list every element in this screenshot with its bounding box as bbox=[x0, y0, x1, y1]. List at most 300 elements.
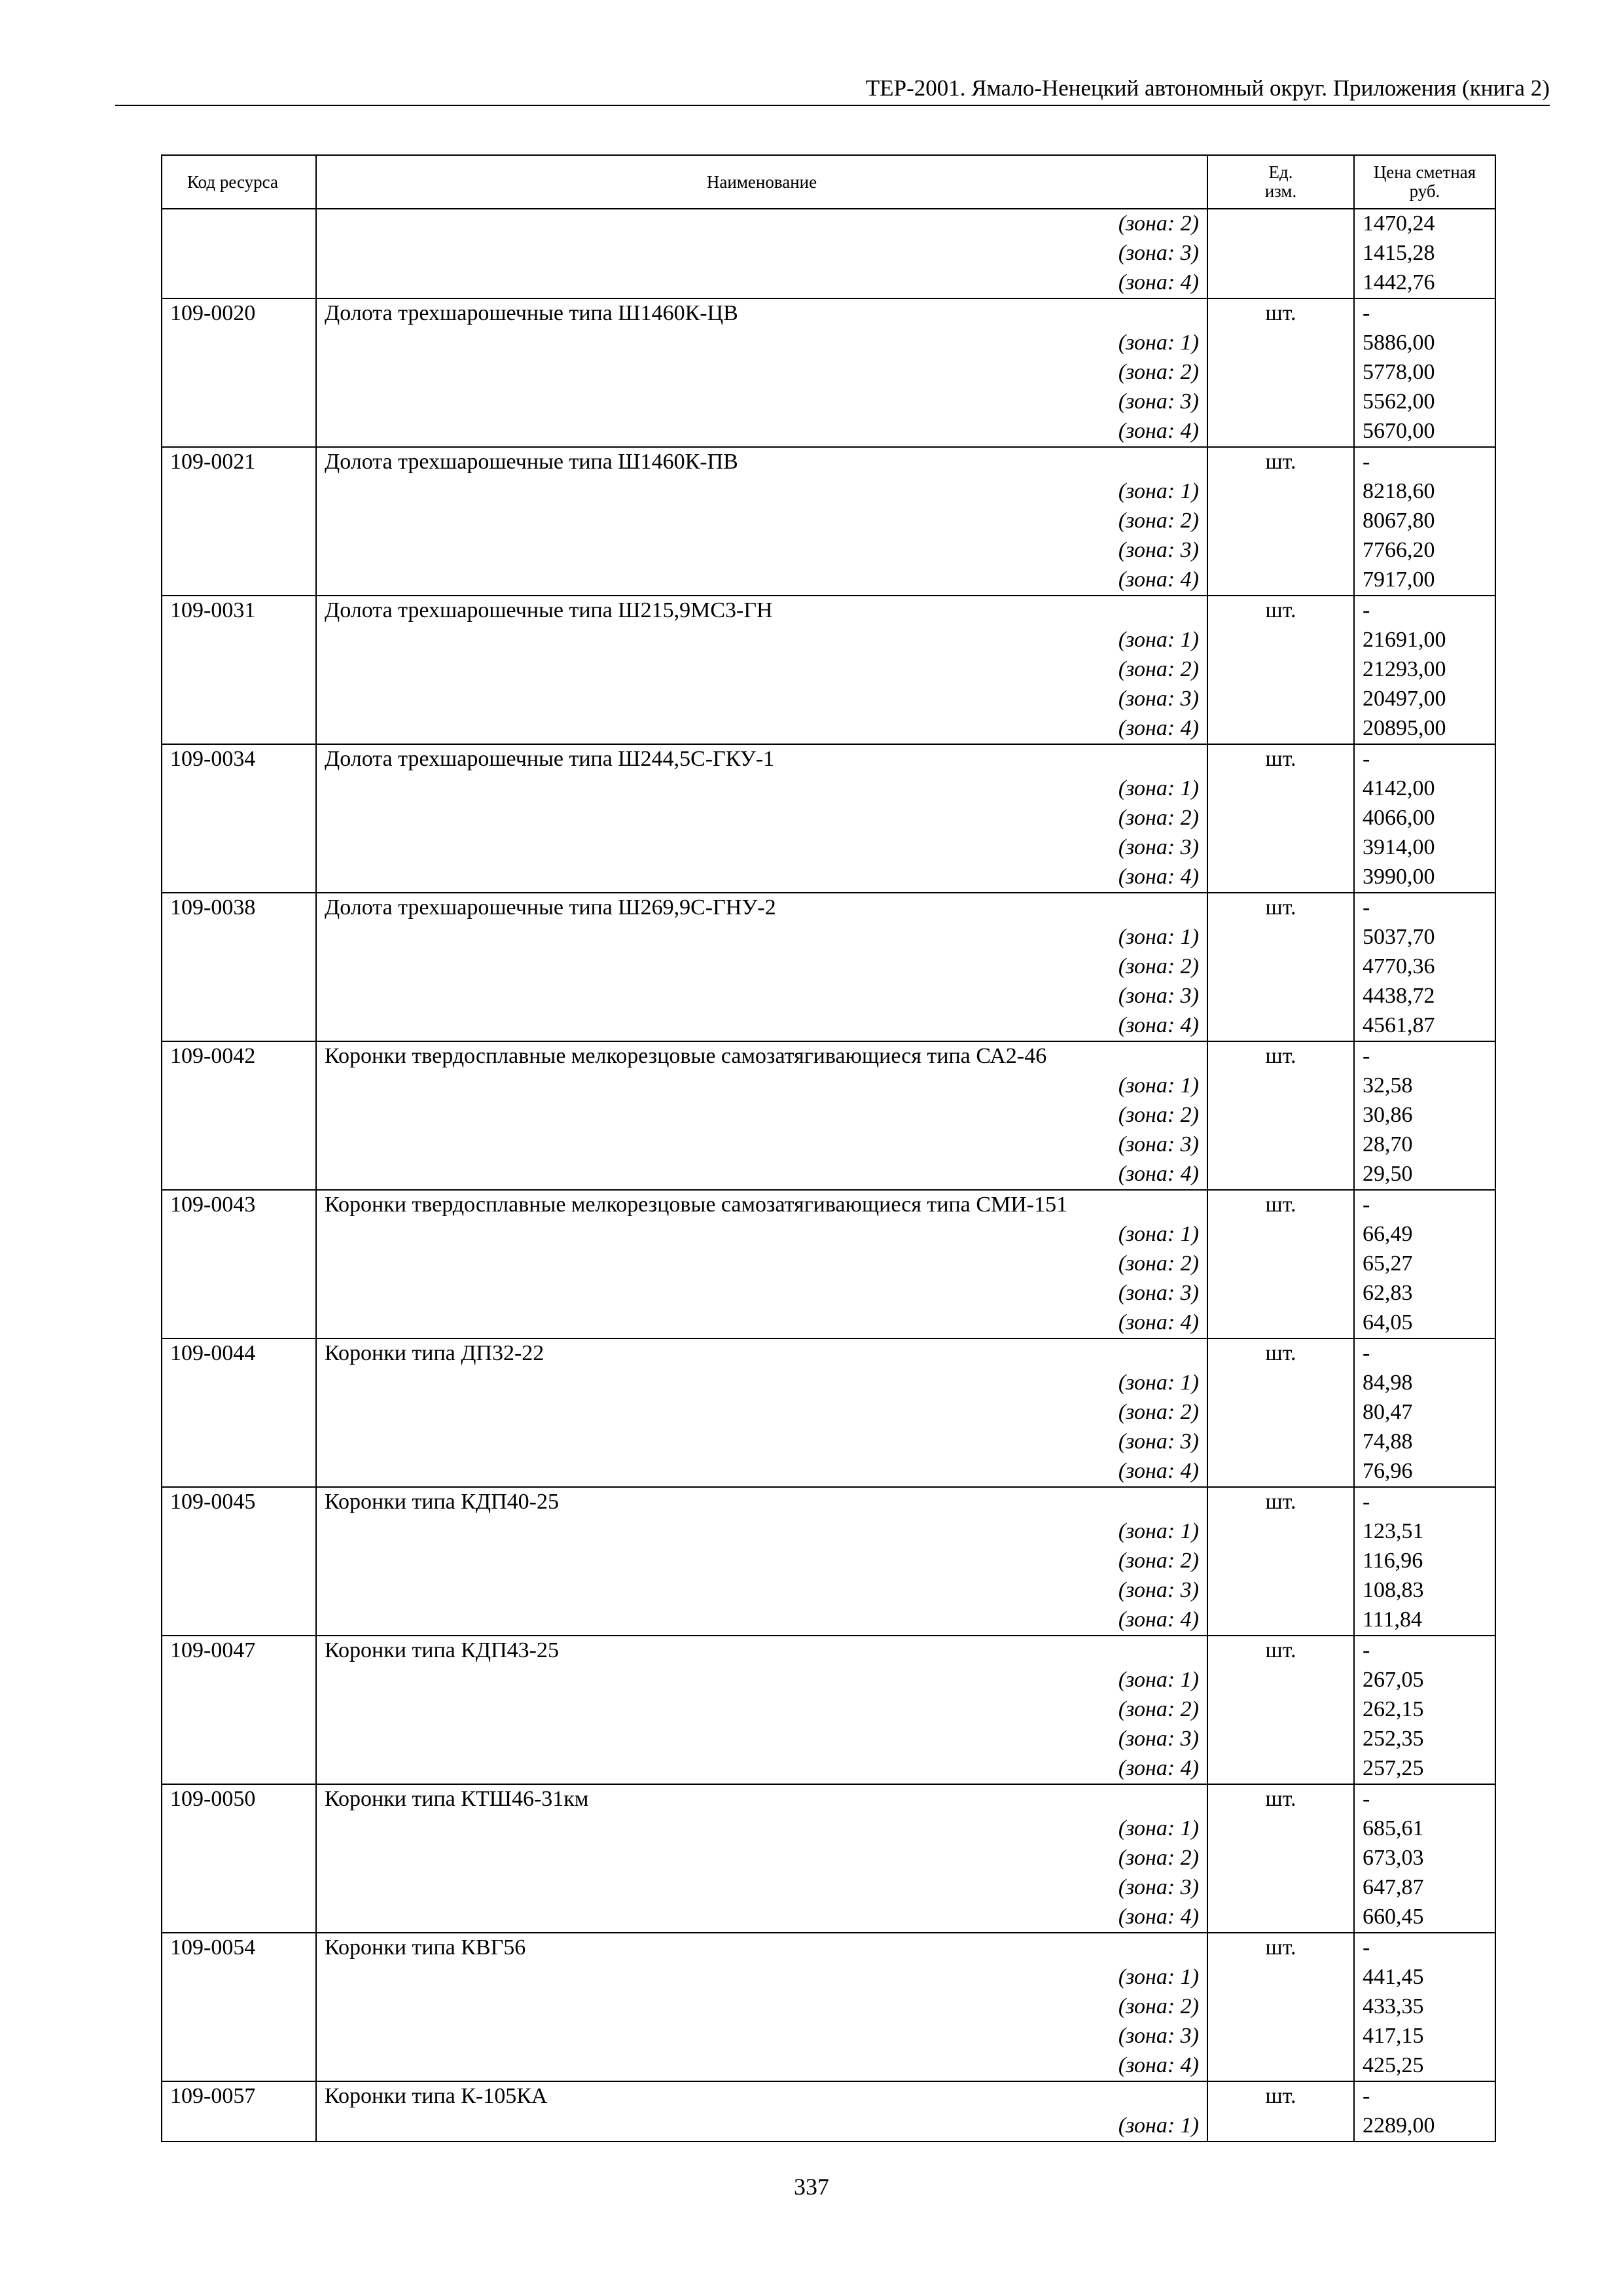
zone-label: (зона: 4) bbox=[316, 1605, 1207, 1636]
unit-of-measure: шт. bbox=[1207, 1933, 1354, 1963]
table-row-zone bbox=[162, 1547, 1495, 1576]
unit-cell bbox=[1207, 536, 1354, 565]
resource-code-cell bbox=[162, 507, 316, 536]
unit-cell bbox=[1207, 358, 1354, 387]
zone-price: 21293,00 bbox=[1354, 655, 1495, 685]
resource-code-cell bbox=[162, 2051, 316, 2081]
resource-name: Долота трехшарошечные типа Ш244,5С-ГКУ-1 bbox=[316, 744, 1207, 774]
table-row-zone bbox=[162, 1279, 1495, 1308]
base-price: - bbox=[1354, 1338, 1495, 1369]
resource-name: Долота трехшарошечные типа Ш1460К-ПВ bbox=[316, 447, 1207, 477]
table-row-zone bbox=[162, 685, 1495, 714]
table-row-zone bbox=[162, 863, 1495, 893]
zone-label: (зона: 4) bbox=[316, 417, 1207, 447]
zone-price: 123,51 bbox=[1354, 1517, 1495, 1547]
table-row-item bbox=[162, 596, 1495, 626]
table-row-zone bbox=[162, 714, 1495, 744]
table-row-zone bbox=[162, 774, 1495, 804]
zone-price: 4561,87 bbox=[1354, 1011, 1495, 1041]
table-row-zone bbox=[162, 1844, 1495, 1873]
zone-label: (зона: 2) bbox=[316, 804, 1207, 833]
table-row-item bbox=[162, 1041, 1495, 1071]
zone-label: (зона: 4) bbox=[316, 268, 1207, 298]
table-row-zone bbox=[162, 329, 1495, 358]
zone-label: (зона: 4) bbox=[316, 714, 1207, 744]
unit-of-measure: шт. bbox=[1207, 1636, 1354, 1666]
resource-code-cell bbox=[162, 1963, 316, 1992]
table-row-zone bbox=[162, 209, 1495, 239]
unit-cell bbox=[1207, 2051, 1354, 2081]
unit-cell bbox=[1207, 685, 1354, 714]
unit-cell bbox=[1207, 1427, 1354, 1457]
resource-code: 109-0021 bbox=[162, 447, 316, 477]
resource-code-cell bbox=[162, 1160, 316, 1190]
unit-cell bbox=[1207, 1605, 1354, 1636]
unit-cell bbox=[1207, 1903, 1354, 1933]
unit-cell bbox=[1207, 477, 1354, 507]
resource-name: Коронки твердосплавные мелкорезцовые самозатягивающиеся типа СМИ-151 bbox=[316, 1190, 1207, 1220]
zone-price: 8218,60 bbox=[1354, 477, 1495, 507]
resource-name: Коронки типа КТШ46-31км bbox=[316, 1784, 1207, 1814]
zone-price: 425,25 bbox=[1354, 2051, 1495, 2081]
unit-cell bbox=[1207, 1398, 1354, 1427]
zone-price: 2289,00 bbox=[1354, 2111, 1495, 2142]
resource-code-cell bbox=[162, 1547, 316, 1576]
resource-name: Коронки типа К-105КА bbox=[316, 2081, 1207, 2111]
unit-cell bbox=[1207, 1547, 1354, 1576]
base-price: - bbox=[1354, 447, 1495, 477]
resource-code-cell bbox=[162, 1666, 316, 1695]
resource-code-cell bbox=[162, 1903, 316, 1933]
base-price: - bbox=[1354, 1041, 1495, 1071]
resource-code-cell bbox=[162, 209, 316, 239]
zone-label: (зона: 4) bbox=[316, 565, 1207, 596]
zone-label: (зона: 4) bbox=[316, 1160, 1207, 1190]
zone-label: (зона: 4) bbox=[316, 1308, 1207, 1338]
resource-code: 109-0020 bbox=[162, 298, 316, 329]
resource-code-cell bbox=[162, 1517, 316, 1547]
resource-code-cell bbox=[162, 1398, 316, 1427]
zone-label: (зона: 1) bbox=[316, 774, 1207, 804]
zone-label: (зона: 3) bbox=[316, 833, 1207, 863]
zone-label: (зона: 4) bbox=[316, 863, 1207, 893]
resource-code-cell bbox=[162, 1101, 316, 1130]
zone-price: 21691,00 bbox=[1354, 626, 1495, 655]
resource-code-cell bbox=[162, 982, 316, 1011]
table-row-zone bbox=[162, 507, 1495, 536]
resource-code-cell bbox=[162, 1249, 316, 1279]
zone-label: (зона: 1) bbox=[316, 1517, 1207, 1547]
table-row-zone bbox=[162, 387, 1495, 417]
zone-label: (зона: 2) bbox=[316, 358, 1207, 387]
zone-price: 20895,00 bbox=[1354, 714, 1495, 744]
column-header-unit bbox=[1207, 155, 1354, 209]
unit-of-measure: шт. bbox=[1207, 1784, 1354, 1814]
unit-cell bbox=[1207, 1249, 1354, 1279]
zone-label: (зона: 1) bbox=[316, 1963, 1207, 1992]
unit-cell bbox=[1207, 565, 1354, 596]
resource-code: 109-0054 bbox=[162, 1933, 316, 1963]
unit-cell bbox=[1207, 329, 1354, 358]
table-row-zone bbox=[162, 1427, 1495, 1457]
resource-code-cell bbox=[162, 833, 316, 863]
zone-price: 80,47 bbox=[1354, 1398, 1495, 1427]
table-row-zone bbox=[162, 1071, 1495, 1101]
table-row-zone bbox=[162, 1101, 1495, 1130]
zone-price: 1415,28 bbox=[1354, 239, 1495, 268]
zone-label: (зона: 1) bbox=[316, 1814, 1207, 1844]
zone-label: (зона: 2) bbox=[316, 952, 1207, 982]
resource-code-cell bbox=[162, 804, 316, 833]
zone-label: (зона: 1) bbox=[316, 1071, 1207, 1101]
resource-code-cell bbox=[162, 1576, 316, 1605]
resource-code-cell bbox=[162, 1844, 316, 1873]
table-row-zone bbox=[162, 268, 1495, 298]
unit-cell bbox=[1207, 833, 1354, 863]
resource-name: Коронки твердосплавные мелкорезцовые самозатягивающиеся типа СА2-46 bbox=[316, 1041, 1207, 1071]
resource-code: 109-0043 bbox=[162, 1190, 316, 1220]
base-price: - bbox=[1354, 893, 1495, 923]
zone-price: 29,50 bbox=[1354, 1160, 1495, 1190]
zone-price: 1442,76 bbox=[1354, 268, 1495, 298]
zone-price: 116,96 bbox=[1354, 1547, 1495, 1576]
zone-label: (зона: 3) bbox=[316, 387, 1207, 417]
table-row-item bbox=[162, 1933, 1495, 1963]
table-row-zone bbox=[162, 1369, 1495, 1398]
zone-label: (зона: 4) bbox=[316, 1903, 1207, 1933]
unit-cell bbox=[1207, 1695, 1354, 1725]
table-row-zone bbox=[162, 477, 1495, 507]
resource-code-cell bbox=[162, 1279, 316, 1308]
unit-cell bbox=[1207, 1101, 1354, 1130]
resource-code: 109-0034 bbox=[162, 744, 316, 774]
zone-price: 62,83 bbox=[1354, 1279, 1495, 1308]
zone-price: 66,49 bbox=[1354, 1220, 1495, 1249]
table-row-item bbox=[162, 447, 1495, 477]
zone-price: 647,87 bbox=[1354, 1873, 1495, 1903]
unit-cell bbox=[1207, 507, 1354, 536]
table-row-zone bbox=[162, 2051, 1495, 2081]
resource-code-cell bbox=[162, 923, 316, 952]
table-row-item bbox=[162, 1338, 1495, 1369]
zone-price: 20497,00 bbox=[1354, 685, 1495, 714]
table-row-zone bbox=[162, 1130, 1495, 1160]
unit-cell bbox=[1207, 2111, 1354, 2142]
table-row-zone bbox=[162, 1873, 1495, 1903]
resource-name: Долота трехшарошечные типа Ш1460К-ЦВ bbox=[316, 298, 1207, 329]
column-header-code: Код ресурса bbox=[162, 155, 316, 209]
base-price: - bbox=[1354, 1190, 1495, 1220]
zone-price: 28,70 bbox=[1354, 1130, 1495, 1160]
resource-code-cell bbox=[162, 1308, 316, 1338]
table-row-zone bbox=[162, 923, 1495, 952]
resource-code-cell bbox=[162, 417, 316, 447]
table-row-zone bbox=[162, 1160, 1495, 1190]
zone-price: 8067,80 bbox=[1354, 507, 1495, 536]
zone-price: 3914,00 bbox=[1354, 833, 1495, 863]
zone-label: (зона: 1) bbox=[316, 329, 1207, 358]
unit-cell bbox=[1207, 952, 1354, 982]
resource-code-cell bbox=[162, 2111, 316, 2142]
zone-label: (зона: 3) bbox=[316, 1725, 1207, 1754]
zone-label: (зона: 3) bbox=[316, 685, 1207, 714]
unit-cell bbox=[1207, 1011, 1354, 1041]
zone-label: (зона: 1) bbox=[316, 1220, 1207, 1249]
unit-cell bbox=[1207, 1963, 1354, 1992]
resource-code-cell bbox=[162, 1873, 316, 1903]
base-price: - bbox=[1354, 1784, 1495, 1814]
zone-label: (зона: 3) bbox=[316, 1279, 1207, 1308]
unit-cell bbox=[1207, 774, 1354, 804]
column-header-unit-line1: Ед. bbox=[1268, 162, 1293, 182]
zone-label: (зона: 3) bbox=[316, 982, 1207, 1011]
price-table bbox=[161, 154, 1496, 2142]
zone-price: 7917,00 bbox=[1354, 565, 1495, 596]
zone-price: 30,86 bbox=[1354, 1101, 1495, 1130]
unit-of-measure: шт. bbox=[1207, 893, 1354, 923]
table-row-zone bbox=[162, 2111, 1495, 2142]
resource-code: 109-0047 bbox=[162, 1636, 316, 1666]
table-row-item bbox=[162, 744, 1495, 774]
zone-label: (зона: 3) bbox=[316, 1576, 1207, 1605]
base-price: - bbox=[1354, 1487, 1495, 1517]
table-row-zone bbox=[162, 565, 1495, 596]
zone-price: 5778,00 bbox=[1354, 358, 1495, 387]
zone-price: 84,98 bbox=[1354, 1369, 1495, 1398]
zone-label: (зона: 3) bbox=[316, 239, 1207, 268]
unit-of-measure: шт. bbox=[1207, 1487, 1354, 1517]
zone-label: (зона: 3) bbox=[316, 1873, 1207, 1903]
unit-cell bbox=[1207, 239, 1354, 268]
zone-price: 4770,36 bbox=[1354, 952, 1495, 982]
resource-name: Долота трехшарошечные типа Ш215,9МС3-ГН bbox=[316, 596, 1207, 626]
zone-price: 5562,00 bbox=[1354, 387, 1495, 417]
resource-code-cell bbox=[162, 1071, 316, 1101]
resource-name: Коронки типа ДП32-22 bbox=[316, 1338, 1207, 1369]
resource-code-cell bbox=[162, 626, 316, 655]
unit-of-measure: шт. bbox=[1207, 744, 1354, 774]
unit-cell bbox=[1207, 1725, 1354, 1754]
table-row-zone bbox=[162, 1011, 1495, 1041]
zone-price: 252,35 bbox=[1354, 1725, 1495, 1754]
zone-label: (зона: 2) bbox=[316, 1992, 1207, 2022]
resource-code-cell bbox=[162, 1457, 316, 1487]
unit-cell bbox=[1207, 1666, 1354, 1695]
table-row-zone bbox=[162, 804, 1495, 833]
zone-label: (зона: 2) bbox=[316, 1844, 1207, 1873]
unit-cell bbox=[1207, 804, 1354, 833]
zone-price: 257,25 bbox=[1354, 1754, 1495, 1784]
table-row-zone bbox=[162, 626, 1495, 655]
resource-code: 109-0031 bbox=[162, 596, 316, 626]
zone-label: (зона: 1) bbox=[316, 626, 1207, 655]
zone-label: (зона: 2) bbox=[316, 1695, 1207, 1725]
base-price: - bbox=[1354, 596, 1495, 626]
table-row-zone bbox=[162, 2022, 1495, 2051]
resource-name: Коронки типа КДП43-25 bbox=[316, 1636, 1207, 1666]
resource-code: 109-0045 bbox=[162, 1487, 316, 1517]
resource-code-cell bbox=[162, 239, 316, 268]
unit-cell bbox=[1207, 1071, 1354, 1101]
table-row-item bbox=[162, 1190, 1495, 1220]
table-row-zone bbox=[162, 952, 1495, 982]
zone-label: (зона: 1) bbox=[316, 923, 1207, 952]
table-row-zone bbox=[162, 1725, 1495, 1754]
unit-cell bbox=[1207, 863, 1354, 893]
resource-code-cell bbox=[162, 1695, 316, 1725]
header-divider bbox=[115, 105, 1550, 106]
unit-cell bbox=[1207, 1279, 1354, 1308]
resource-code-cell bbox=[162, 1725, 316, 1754]
table-row-zone bbox=[162, 1605, 1495, 1636]
table-body bbox=[162, 209, 1495, 2142]
resource-code-cell bbox=[162, 536, 316, 565]
zone-price: 262,15 bbox=[1354, 1695, 1495, 1725]
resource-code-cell bbox=[162, 952, 316, 982]
resource-code-cell bbox=[162, 1605, 316, 1636]
table-row-zone bbox=[162, 239, 1495, 268]
table-row-zone bbox=[162, 1992, 1495, 2022]
zone-price: 111,84 bbox=[1354, 1605, 1495, 1636]
unit-cell bbox=[1207, 2022, 1354, 2051]
table-row-item bbox=[162, 1636, 1495, 1666]
table-header-row bbox=[162, 155, 1495, 209]
table-row-zone bbox=[162, 833, 1495, 863]
table-row-zone bbox=[162, 655, 1495, 685]
resource-code-cell bbox=[162, 477, 316, 507]
unit-of-measure: шт. bbox=[1207, 2081, 1354, 2111]
zone-label: (зона: 4) bbox=[316, 1011, 1207, 1041]
unit-cell bbox=[1207, 1814, 1354, 1844]
zone-price: 417,15 bbox=[1354, 2022, 1495, 2051]
page-number: 337 bbox=[794, 2174, 829, 2200]
unit-of-measure: шт. bbox=[1207, 447, 1354, 477]
zone-price: 7766,20 bbox=[1354, 536, 1495, 565]
base-price: - bbox=[1354, 1933, 1495, 1963]
resource-code-cell bbox=[162, 655, 316, 685]
unit-cell bbox=[1207, 923, 1354, 952]
table-row-zone bbox=[162, 1220, 1495, 1249]
resource-code-cell bbox=[162, 329, 316, 358]
zone-label: (зона: 4) bbox=[316, 1457, 1207, 1487]
zone-price: 433,35 bbox=[1354, 1992, 1495, 2022]
resource-code: 109-0044 bbox=[162, 1338, 316, 1369]
unit-cell bbox=[1207, 1576, 1354, 1605]
table-row-item bbox=[162, 893, 1495, 923]
zone-price: 1470,24 bbox=[1354, 209, 1495, 239]
column-header-price-line2: руб. bbox=[1409, 181, 1440, 201]
unit-of-measure: шт. bbox=[1207, 596, 1354, 626]
column-header-name: Наименование bbox=[316, 155, 1207, 209]
table-row-zone bbox=[162, 982, 1495, 1011]
resource-code: 109-0042 bbox=[162, 1041, 316, 1071]
table-row-zone bbox=[162, 417, 1495, 447]
unit-cell bbox=[1207, 1220, 1354, 1249]
zone-label: (зона: 3) bbox=[316, 536, 1207, 565]
table-row-item bbox=[162, 298, 1495, 329]
resource-code: 109-0038 bbox=[162, 893, 316, 923]
zone-label: (зона: 1) bbox=[316, 1369, 1207, 1398]
table-row-zone bbox=[162, 1814, 1495, 1844]
resource-code: 109-0050 bbox=[162, 1784, 316, 1814]
resource-code-cell bbox=[162, 2022, 316, 2051]
base-price: - bbox=[1354, 2081, 1495, 2111]
unit-cell bbox=[1207, 1457, 1354, 1487]
zone-price: 64,05 bbox=[1354, 1308, 1495, 1338]
unit-of-measure: шт. bbox=[1207, 1041, 1354, 1071]
base-price: - bbox=[1354, 744, 1495, 774]
zone-price: 5886,00 bbox=[1354, 329, 1495, 358]
unit-cell bbox=[1207, 1369, 1354, 1398]
table-row-zone bbox=[162, 1666, 1495, 1695]
resource-code-cell bbox=[162, 1814, 316, 1844]
resource-code-cell bbox=[162, 565, 316, 596]
zone-price: 5670,00 bbox=[1354, 417, 1495, 447]
unit-cell bbox=[1207, 982, 1354, 1011]
resource-code-cell bbox=[162, 863, 316, 893]
table-row-zone bbox=[162, 1457, 1495, 1487]
zone-price: 441,45 bbox=[1354, 1963, 1495, 1992]
unit-cell bbox=[1207, 417, 1354, 447]
resource-code-cell bbox=[162, 1130, 316, 1160]
unit-cell bbox=[1207, 1844, 1354, 1873]
zone-label: (зона: 1) bbox=[316, 2111, 1207, 2142]
unit-cell bbox=[1207, 1754, 1354, 1784]
zone-label: (зона: 1) bbox=[316, 1666, 1207, 1695]
zone-label: (зона: 1) bbox=[316, 477, 1207, 507]
zone-label: (зона: 2) bbox=[316, 655, 1207, 685]
zone-price: 673,03 bbox=[1354, 1844, 1495, 1873]
table-row-zone bbox=[162, 1517, 1495, 1547]
table-row-zone bbox=[162, 1576, 1495, 1605]
running-header: ТЕР-2001. Ямало-Ненецкий автономный округ. Приложения (книга 2) bbox=[865, 75, 1550, 101]
zone-label: (зона: 3) bbox=[316, 1427, 1207, 1457]
table-row-zone bbox=[162, 536, 1495, 565]
column-header-unit-line2: изм. bbox=[1264, 181, 1297, 201]
zone-price: 76,96 bbox=[1354, 1457, 1495, 1487]
column-header-price-line1: Цена сметная bbox=[1373, 162, 1476, 182]
resource-code-cell bbox=[162, 1220, 316, 1249]
unit-cell bbox=[1207, 209, 1354, 239]
unit-cell bbox=[1207, 1160, 1354, 1190]
table-row-zone bbox=[162, 358, 1495, 387]
zone-label: (зона: 2) bbox=[316, 1101, 1207, 1130]
zone-label: (зона: 2) bbox=[316, 209, 1207, 239]
zone-label: (зона: 2) bbox=[316, 1249, 1207, 1279]
zone-price: 32,58 bbox=[1354, 1071, 1495, 1101]
resource-code-cell bbox=[162, 268, 316, 298]
zone-price: 65,27 bbox=[1354, 1249, 1495, 1279]
zone-price: 267,05 bbox=[1354, 1666, 1495, 1695]
resource-code-cell bbox=[162, 1369, 316, 1398]
table-row-item bbox=[162, 2081, 1495, 2111]
resource-code-cell bbox=[162, 714, 316, 744]
unit-cell bbox=[1207, 714, 1354, 744]
unit-of-measure: шт. bbox=[1207, 1338, 1354, 1369]
unit-cell bbox=[1207, 387, 1354, 417]
zone-price: 3990,00 bbox=[1354, 863, 1495, 893]
zone-price: 4438,72 bbox=[1354, 982, 1495, 1011]
resource-code-cell bbox=[162, 774, 316, 804]
zone-price: 4066,00 bbox=[1354, 804, 1495, 833]
resource-code: 109-0057 bbox=[162, 2081, 316, 2111]
unit-cell bbox=[1207, 268, 1354, 298]
zone-price: 4142,00 bbox=[1354, 774, 1495, 804]
column-header-price bbox=[1354, 155, 1495, 209]
unit-of-measure: шт. bbox=[1207, 298, 1354, 329]
base-price: - bbox=[1354, 298, 1495, 329]
zone-price: 5037,70 bbox=[1354, 923, 1495, 952]
